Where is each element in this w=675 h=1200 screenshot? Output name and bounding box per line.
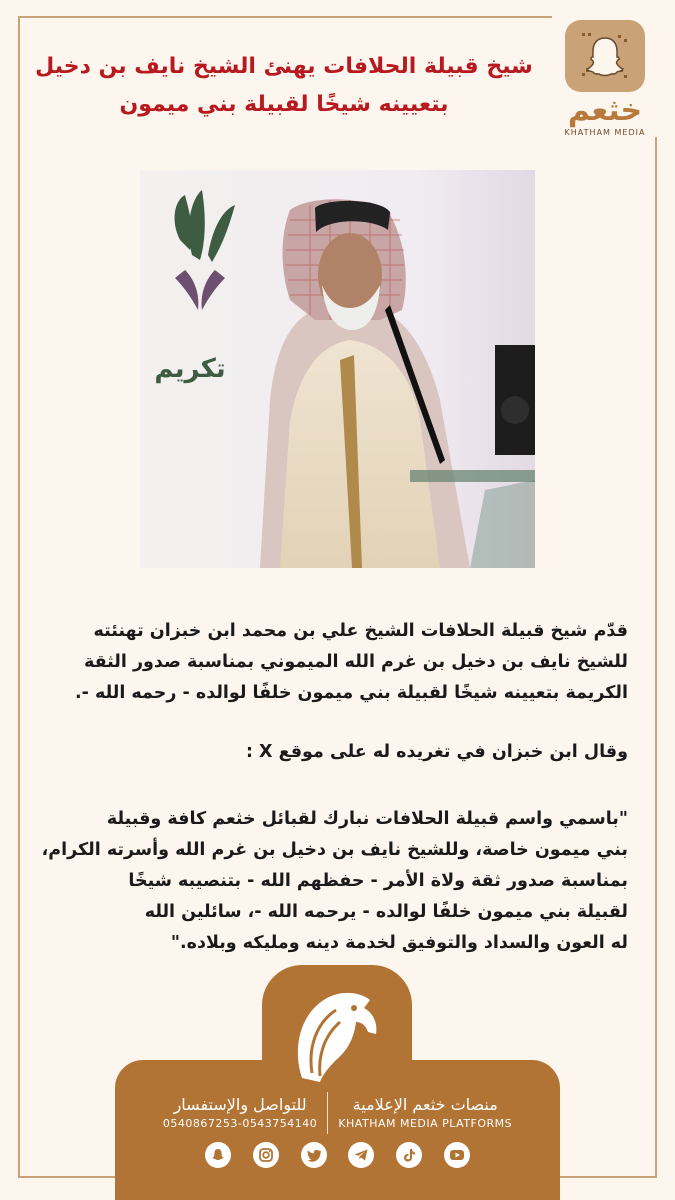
photo-illustration — [140, 170, 535, 568]
youtube-icon[interactable] — [444, 1142, 470, 1168]
instagram-icon[interactable] — [253, 1142, 279, 1168]
headline — [28, 48, 540, 124]
horse-logo-icon — [282, 978, 392, 1088]
footer-info — [125, 1088, 550, 1138]
banner-text: تكريم — [154, 354, 226, 384]
platforms-ar: منصات خثعم الإعلامية — [352, 1095, 498, 1114]
frame-right — [655, 16, 657, 1176]
headline-line-2: بتعيينه شيخًا لقبيلة بني ميمون — [119, 92, 449, 117]
snapchat-icon[interactable] — [205, 1142, 231, 1168]
phone-numbers[interactable]: 0540867253-0543754140 — [162, 1117, 318, 1130]
quote-line2: بني ميمون خاصة، وللشيخ نايف بن دخيل بن غرم الله وأسرته الكرام، — [41, 840, 628, 860]
frame-left — [18, 16, 20, 1176]
headline-line-1: شيخ قبيلة الحلافات يهنئ الشيخ نايف بن دخيل — [35, 54, 533, 79]
quote-line4: لقبيلة بني ميمون خلفًا لوالده - يرحمه الله -، سائلين الله — [144, 902, 628, 922]
quote-line3: بمناسبة صدور ثقة ولاة الأمر - حفظهم الله - بتنصيبه شيخًا — [128, 871, 628, 891]
snapchat-ghost-icon — [578, 29, 632, 83]
tiktok-icon[interactable] — [396, 1142, 422, 1168]
article-para1-line2: للشيخ نايف بن دخيل بن غرم الله الميموني بمناسبة صدور الثقة — [83, 652, 628, 672]
platforms-en: KHATHAM MEDIA PLATFORMS — [338, 1117, 513, 1130]
snapcode[interactable] — [565, 20, 645, 92]
article-para1-line3: الكريمة بتعيينه شيخًا لقبيلة بني ميمون خلفًا لوالده - رحمه الله -. — [75, 683, 628, 703]
brand-name-ar: خثعم — [567, 93, 643, 128]
footer-platforms — [328, 1094, 522, 1132]
social-icons — [205, 1142, 470, 1168]
sheikh-photo — [140, 170, 535, 568]
quote-line5: له العون والسداد والتوفيق لخدمة دينه ومليكه وبلاده." — [170, 933, 628, 953]
article-para2: وقال ابن خبزان في تغريده له على موقع X : — [245, 742, 628, 762]
article-body — [40, 616, 628, 959]
quote-line1: "باسمي واسم قبيلة الحلافات نبارك لقبائل خثعم كافة وقبيلة — [106, 809, 628, 829]
brand-name-en: KHATHAM MEDIA — [564, 128, 646, 137]
twitter-icon[interactable] — [301, 1142, 327, 1168]
footer-contact — [153, 1094, 327, 1132]
telegram-icon[interactable] — [348, 1142, 374, 1168]
article-para1-line1: قدّم شيخ قبيلة الحلافات الشيخ علي بن محمد ابن خبزان تهنئته — [93, 621, 628, 641]
contact-ar: للتواصل والإستفسار — [173, 1095, 307, 1114]
footer-divider — [327, 1092, 328, 1134]
brand-logo — [552, 12, 658, 137]
